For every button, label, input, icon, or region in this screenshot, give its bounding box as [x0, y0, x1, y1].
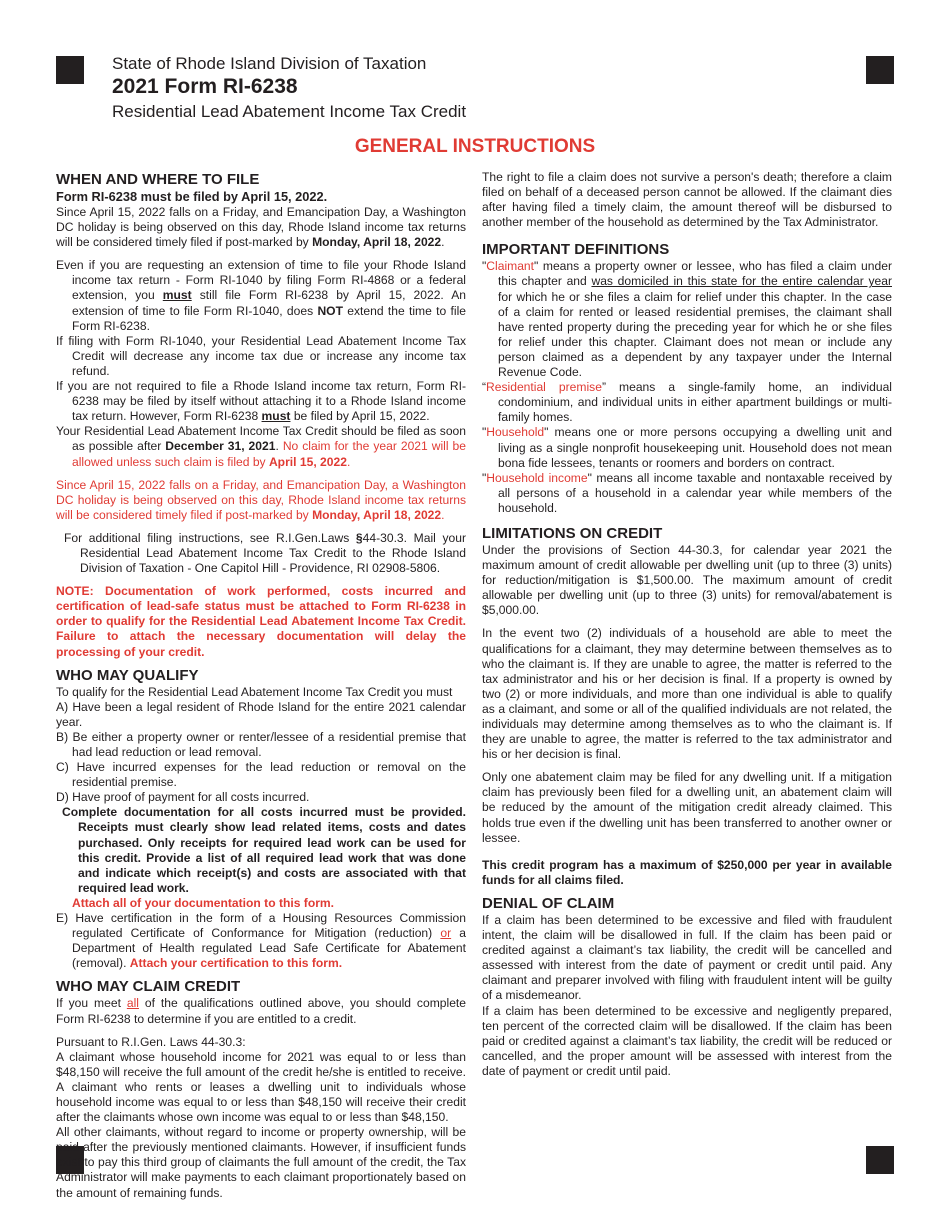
qualify-item-a: A) Have been a legal resident of Rhode Island for the entire 2021 calendar year.	[56, 699, 466, 729]
with-1040-paragraph: If filing with Form RI-1040, your Residential Lead Abatement Income Tax Credit will decrease any income tax due or increase any income tax refund.	[56, 333, 466, 378]
definitions-heading: IMPORTANT DEFINITIONS	[482, 241, 670, 259]
claim-qualifications: If you meet all of the qualifications outlined above, you should complete Form RI-6238 to determine if you are entitled to a credit.	[56, 996, 467, 1026]
pursuant-line: Pursuant to R.I.Gen. Laws 44-30.3:	[56, 1034, 246, 1049]
general-instructions-title: GENERAL INSTRUCTIONS	[354, 136, 596, 157]
holiday-paragraph-red: Since April 15, 2022 falls on a Friday, and Emancipation Day, a Washington DC holiday is being observed on this day, Rhode Island income tax returns will be considered timely filed if post-marked by Monday, April 18, 2022.	[56, 477, 466, 522]
limitations-heading: LIMITATIONS ON CREDIT	[482, 524, 663, 542]
who-claim-heading: WHO MAY CLAIM CREDIT	[56, 978, 241, 996]
documentation-note: NOTE: Documentation of work performed, costs incurred and certification of lead-safe status must be attached to Form RI-6238 in order to qualify for the Residential Lead Abatement Income Tax Credit. Failure to attach the necessary documentation will delay the processing of your credit.	[56, 584, 466, 659]
registration-mark-bottom-right	[866, 1146, 894, 1174]
other-claimants-paragraph: All other claimants, without regard to income or property ownership, will be paid after the previously mentioned claimants. However, if insufficient funds exist to pay this third group of claimants the full amount of the credit, the Tax Administrator will make payments to each claimant proportionately based on the amount of remaining funds.	[56, 1125, 466, 1200]
qualify-item-b: B) Be either a property owner or renter/lessee of a residential premise that had lead reduction or lead removal.	[56, 729, 466, 759]
qualify-item-c: C) Have incurred expenses for the lead reduction or removal on the residential premise.	[56, 760, 466, 790]
right-column	[482, 170, 892, 1079]
attach-documentation-note: Attach all of your documentation to this form.	[72, 895, 335, 910]
filing-deadline: Form RI-6238 must be filed by April 15, 2022.	[56, 189, 328, 204]
file-soon-paragraph: Your Residential Lead Abatement Income Tax Credit should be filed as soon as possible after December 31, 2021. No claim for the year 2021 will be allowed unless such claim is filed by April 15, 2022.	[56, 424, 466, 469]
income-paragraph: A claimant whose household income for 2021 was equal to or less than $48,150 will receive the full amount of the credit he/she is entitled to receive. A claimant who rents or leases a dwelling unit to individuals whose household income was equal to or less than $48,150 will receive their credit after the claimants whose own income was equal to or less than $48,150.	[56, 1049, 466, 1125]
qualify-item-e: E) Have certification in the form of a Housing Resources Commission regulated Certificate of Conformance for Mitigation (reduction) or a Department of Health regulated Lead Safe Certificate for Abatement (removal). Attach your certification to this form.	[56, 911, 466, 971]
definition-residential-premise: “Residential premise” means a single-family home, an individual condominium, and individual units in either apartment buildings or multi-family homes.	[482, 380, 892, 425]
left-column	[56, 170, 466, 1201]
definition-household-income: "Household income" means all income taxable and nontaxable received by all persons of a household in a calendar year while members of the household.	[482, 470, 892, 515]
additional-instructions: For additional filing instructions, see R.I.Gen.Laws §44-30.3. Mail your Residential Lead Abatement Income Tax Credit to the Rhode Island Division of Taxation - One Capitol Hill - Providence, RI 02908-5806.	[64, 530, 466, 576]
registration-mark-top-left	[56, 56, 84, 84]
deceased-paragraph: The right to file a claim does not survive a person's death; therefore a claim filed on behalf of a deceased person cannot be allowed. If the claimant dies after having filed a timely claim, the amount thereof will be disbursed to another member of the household as determined by the Tax Administrator.	[482, 170, 892, 230]
holiday-paragraph: Since April 15, 2022 falls on a Friday, and Emancipation Day, a Washington DC holiday is being observed on this day, Rhode Island income tax returns will be considered timely filed if post-marked by Monday, April 18, 2022.	[56, 205, 466, 250]
definition-household: "Household" means one or more persons occupying a dwelling unit and living as a single nonprofit housekeeping unit. Household does not mean bona fide lessees, tenants or roomers and borders on contract.	[482, 425, 892, 470]
limitations-paragraph-2: In the event two (2) individuals of a household are able to meet the qualifications for a claimant, they may determine between themselves as to who the claimant is. If they are unable to agree, the matter is referred to the tax administrator and his or her decision is final. If a property is owned by two (2) or more individuals, and more than one individual is able to qualify as a claimant, and some or all of the qualified individuals are not related, the individuals may determine among themselves as to who the claimant is. If they are unable to agree, the matter is referred to the tax administrator and his or her decision is final.	[482, 626, 892, 762]
form-title: 2021 Form RI-6238	[112, 75, 298, 98]
extension-paragraph: Even if you are requesting an extension of time to file your Rhode Island income tax return - Form RI-1040 by filing Form RI-4868 or a federal extension, you must still file Form RI-6238 by April 15, 2022. An extension of time to file Form RI-1040, does NOT extend the time to file Form RI-6238.	[56, 258, 466, 333]
registration-mark-top-right	[866, 56, 894, 84]
not-required-paragraph: If you are not required to file a Rhode Island income tax return, Form RI-6238 may be filed by itself without attaching it to a Rhode Island income tax return. However, Form RI-6238 must be filed by April 15, 2022.	[56, 379, 466, 424]
form-header	[112, 54, 466, 124]
documentation-requirement: Complete documentation for all costs incurred must be provided. Receipts must clearly show lead related items, costs and dates purchased. Only receipts for required lead work can be used for this credit. Provide a list of all required lead work that was done and indicate which receipt(s) and costs are associated with that required lead work.	[62, 805, 466, 895]
qualify-intro: To qualify for the Residential Lead Abatement Income Tax Credit you must	[56, 684, 453, 699]
denial-paragraph-1: If a claim has been determined to be excessive and filed with fraudulent intent, the claim will be disallowed in full. If the claim has been paid or credited against a claimant’s tax liability, the credit will be cancelled and assessed with interest from the date of payment or credit until paid. Any claimant and preparer involved with filing with fraudulent intent will be guilty of a misdemeanor.	[482, 912, 892, 1003]
qualify-item-d: D) Have proof of payment for all costs incurred.	[56, 790, 310, 805]
form-subtitle: Residential Lead Abatement Income Tax Credit	[112, 102, 467, 121]
denial-paragraph-2: If a claim has been determined to be excessive and negligently prepared, ten percent of the corrected claim will be disallowed. If the claim has been paid or credited against a claimant’s tax liability, the credit will be reduced or cancelled, and the proper amount will be assessed with interest from the date of payment or credit until paid.	[482, 1003, 892, 1078]
limitations-paragraph-3: Only one abatement claim may be filed for any dwelling unit. If a mitigation claim has previously been filed for a dwelling unit, an abatement claim will be reduced by the amount of the mitigation credit already claimed. This holds true even if the dwelling unit has been transferred to another owner or lessee.	[482, 770, 892, 845]
when-where-heading: WHEN AND WHERE TO FILE	[56, 171, 260, 188]
denial-heading: DENIAL OF CLAIM	[482, 894, 615, 912]
definition-claimant: "Claimant" means a property owner or lessee, who has filed a claim under this chapter and was domiciled in this state for the entire calendar year for which he or she files a claim for relief under this chapter. In the case of a claim for rented or leased residential premises, the claimant shall have rented property during the preceding year for which he or she files for relief under this chapter. Claimant does not mean or include any person claimed as a dependent by any taxpayer under the Internal Revenue Code.	[482, 259, 892, 380]
agency-name: State of Rhode Island Division of Taxation	[112, 54, 427, 73]
limitations-paragraph-1: Under the provisions of Section 44-30.3, for calendar year 2021 the maximum amount of credit allowable per dwelling unit (up to three (3) units) for reduction/mitigation is $1,500.00. The maximum amount of credit allowable per dwelling unit (up to three (3) units) for removal/abatement is $5,000.00.	[482, 542, 892, 618]
program-maximum-note: This credit program has a maximum of $250,000 per year in available funds for all claims filed.	[482, 857, 892, 887]
who-qualify-heading: WHO MAY QUALIFY	[56, 666, 199, 684]
